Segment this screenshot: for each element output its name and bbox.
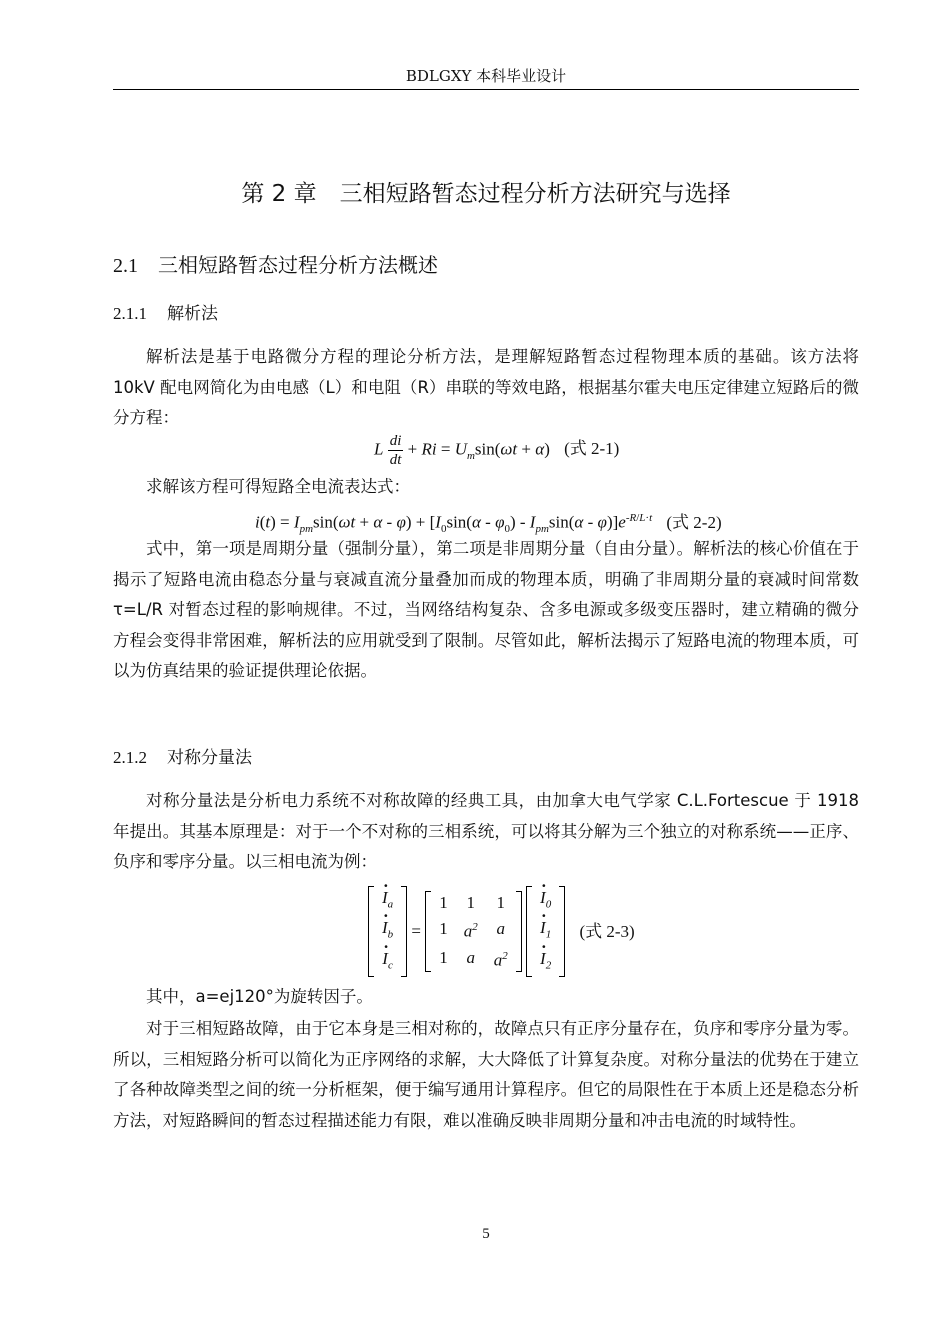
section-heading-2-1-1	[113, 302, 218, 326]
section-number: 2.1.2	[113, 748, 147, 767]
equation-tag: (式 2-2)	[666, 512, 722, 532]
paragraph-symmetric-discussion: 对于三相短路故障，由于它本身是三相对称的，故障点只有正序分量存在，负序和零序分量为零。所以，三相短路分析可以简化为正序网络的求解，大大降低了计算复杂度。对称分量法的优势在于建立了各种故障类型之间的统一分析框架，便于编写通用计算程序。但它的局限性在于本质上还是稳态分析方法，对短路瞬间的暂态过程描述能力有限，难以准确反映非周期分量和冲击电流的时域特性。	[113, 1019, 859, 1130]
equation-2-2: $i(t) = I_{pm}\sin(\omega t + \alpha - \varphi) + [I_0\sin(\alpha - \varphi_0) - I_{pm}\sin(\alpha - \varphi)]e^{-R/L\cdot t}$ (式 2-2)	[255, 512, 722, 536]
equation-tag: (式 2-1)	[564, 439, 620, 459]
section-title: 对称分量法	[167, 748, 252, 768]
running-header: BDLGXY 本科毕业设计	[405, 67, 567, 85]
section-number: 2.1.1	[113, 304, 147, 323]
matrix-transform: 1 1 1 1 $a^2$ a 1 a $a^2$	[425, 891, 522, 972]
section-heading-2-1-2	[113, 746, 252, 770]
paragraph-analytic-intro: 解析法是基于电路微分方程的理论分析方法，是理解短路暂态过程物理本质的基础。该方法将 10kV 配电网简化为由电感（L）和电阻（R）串联的等效电路，根据基尔霍夫电压定律建立短路后的微分方程：	[113, 347, 859, 427]
section-heading-2-1	[113, 251, 438, 280]
header-rule	[113, 89, 859, 90]
equation-2-3: · $I_a$ · $I_b$ · $I_c$ = 1 1 1 1 $a^2$ a 1 a $a^2$ · $I_0$ · $I_1$ · $I_2$ (式 2-3)	[368, 886, 635, 977]
paragraph-rotation-factor: 其中，a=ej120°为旋转因子。	[146, 987, 373, 1006]
chapter-title: 第 2 章 三相短路暂态过程分析方法研究与选择	[241, 181, 731, 207]
equation-tag: (式 2-3)	[579, 921, 635, 941]
paragraph-symmetric-intro: 对称分量法是分析电力系统不对称故障的经典工具，由加拿大电气学家 C.L.Fortescue 于 1918 年提出。其基本原理是：对于一个不对称的三相系统，可以将其分解为三个独立的对称系统——正序、负序和零序分量。以三相电流为例：	[113, 791, 859, 871]
section-title: 解析法	[167, 304, 218, 324]
paragraph-analytic-discussion: 式中，第一项是周期分量（强制分量），第二项是非周期分量（自由分量）。解析法的核心价值在于揭示了短路电流由稳态分量与衰减直流分量叠加而成的物理本质，明确了非周期分量的衰减时间常数 τ=L/R 对暂态过程的影响规律。不过，当网络结构复杂、含多电源或多级变压器时，建立精确的微分方程会变得非常困难，解析法的应用就受到了限制。尽管如此，解析法揭示了短路电流的物理本质，可以为仿真结果的验证提供理论依据。	[113, 539, 859, 680]
section-number: 2.1	[113, 255, 138, 277]
paragraph-solution-intro: 求解该方程可得短路全电流表达式：	[146, 477, 410, 496]
matrix-sequence-currents: · $I_0$ · $I_1$ · $I_2$	[526, 886, 565, 977]
section-title: 三相短路暂态过程分析方法概述	[158, 253, 438, 277]
equation-2-1: L $\frac{di}{dt}$ + $Ri = U_m\sin(\omega t + \alpha)$ (式 2-1)	[374, 433, 620, 468]
matrix-phase-currents: · $I_a$ · $I_b$ · $I_c$	[368, 886, 407, 977]
page-number: 5	[482, 1226, 490, 1242]
